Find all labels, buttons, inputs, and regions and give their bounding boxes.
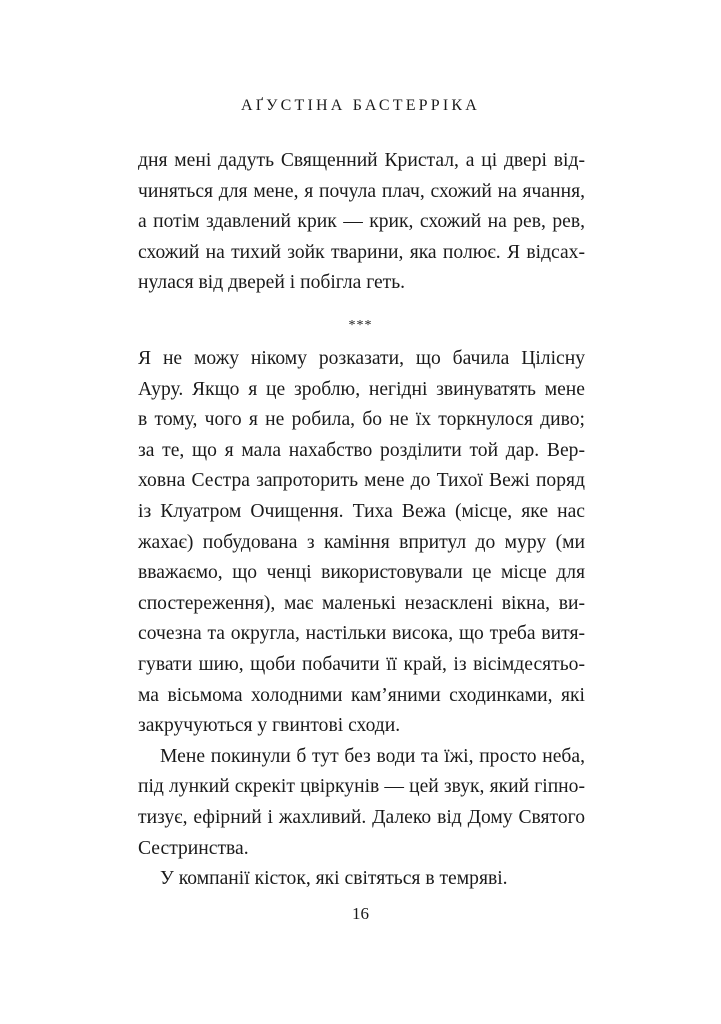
paragraph xyxy=(138,742,585,864)
text-line: сочезна та округла, настільки висока, що треба витя- xyxy=(138,623,585,645)
text-line: У компанії кісток, які світяться в темряві. xyxy=(160,868,508,890)
text-line: закручуються у гвинтові сходи. xyxy=(138,715,401,737)
paragraph xyxy=(138,344,585,742)
body-text xyxy=(138,344,585,895)
text-line: дня мені дадуть Священний Кристал, а ці двері від- xyxy=(138,150,585,171)
text-line: під лункий скрекіт цвіркунів — цей звук, який гіпно- xyxy=(138,776,585,798)
text-line: жахає) побудована з каміння впритул до муру (ми xyxy=(138,531,585,553)
text-line: вважаємо, що ченці використовували це місце для xyxy=(138,562,585,584)
text-line: а потім здавлений крик — крик, схожий на рев, рев, xyxy=(138,211,585,233)
text-line: із Клуатром Очищення. Тиха Вежа (місце, яке нас xyxy=(138,500,585,522)
text-line: Мене покинули б тут без води та їжі, просто неба, xyxy=(160,745,585,767)
text-line: ховна Сестра запроторить мене до Тихої Вежі поряд xyxy=(138,470,585,492)
text-line: в тому, чого я не робила, бо не їх торкнулося диво; xyxy=(138,409,585,431)
page-number: 16 xyxy=(352,904,369,923)
text-line: Я не можу нікому розказати, що бачила Цілісну xyxy=(138,348,585,369)
running-head-author: АҐУСТІНА БАСТЕРРІКА xyxy=(240,97,481,114)
text-line: гувати шию, щоби побачити її край, із вісімдесятьо- xyxy=(138,653,585,675)
paragraph xyxy=(138,864,585,895)
text-line: нулася від дверей і побігла геть. xyxy=(138,272,406,294)
text-line: Сестринства. xyxy=(138,837,249,859)
text-line: Ауру. Якщо я це зроблю, негідні звинуватять мене xyxy=(138,378,585,400)
text-line: чиняться для мене, я почула плач, схожий на ячання, xyxy=(138,180,585,202)
section-break-asterisks: *** xyxy=(348,318,373,333)
text-line: за те, що я мала нахабство розділити той дар. Вер- xyxy=(138,439,585,461)
text-line: схожий на тихий зойк тварини, яка полює. Я відсах- xyxy=(138,241,585,263)
text-line: ма вісьмома холодними кам’яними сходинками, які xyxy=(138,684,585,706)
text-line: спостереження), має маленькі незасклені вікна, ви- xyxy=(138,592,585,614)
text-line: тизує, ефірний і жахливий. Далеко від Дому Святого xyxy=(138,806,585,828)
paragraph-continued xyxy=(138,146,585,299)
